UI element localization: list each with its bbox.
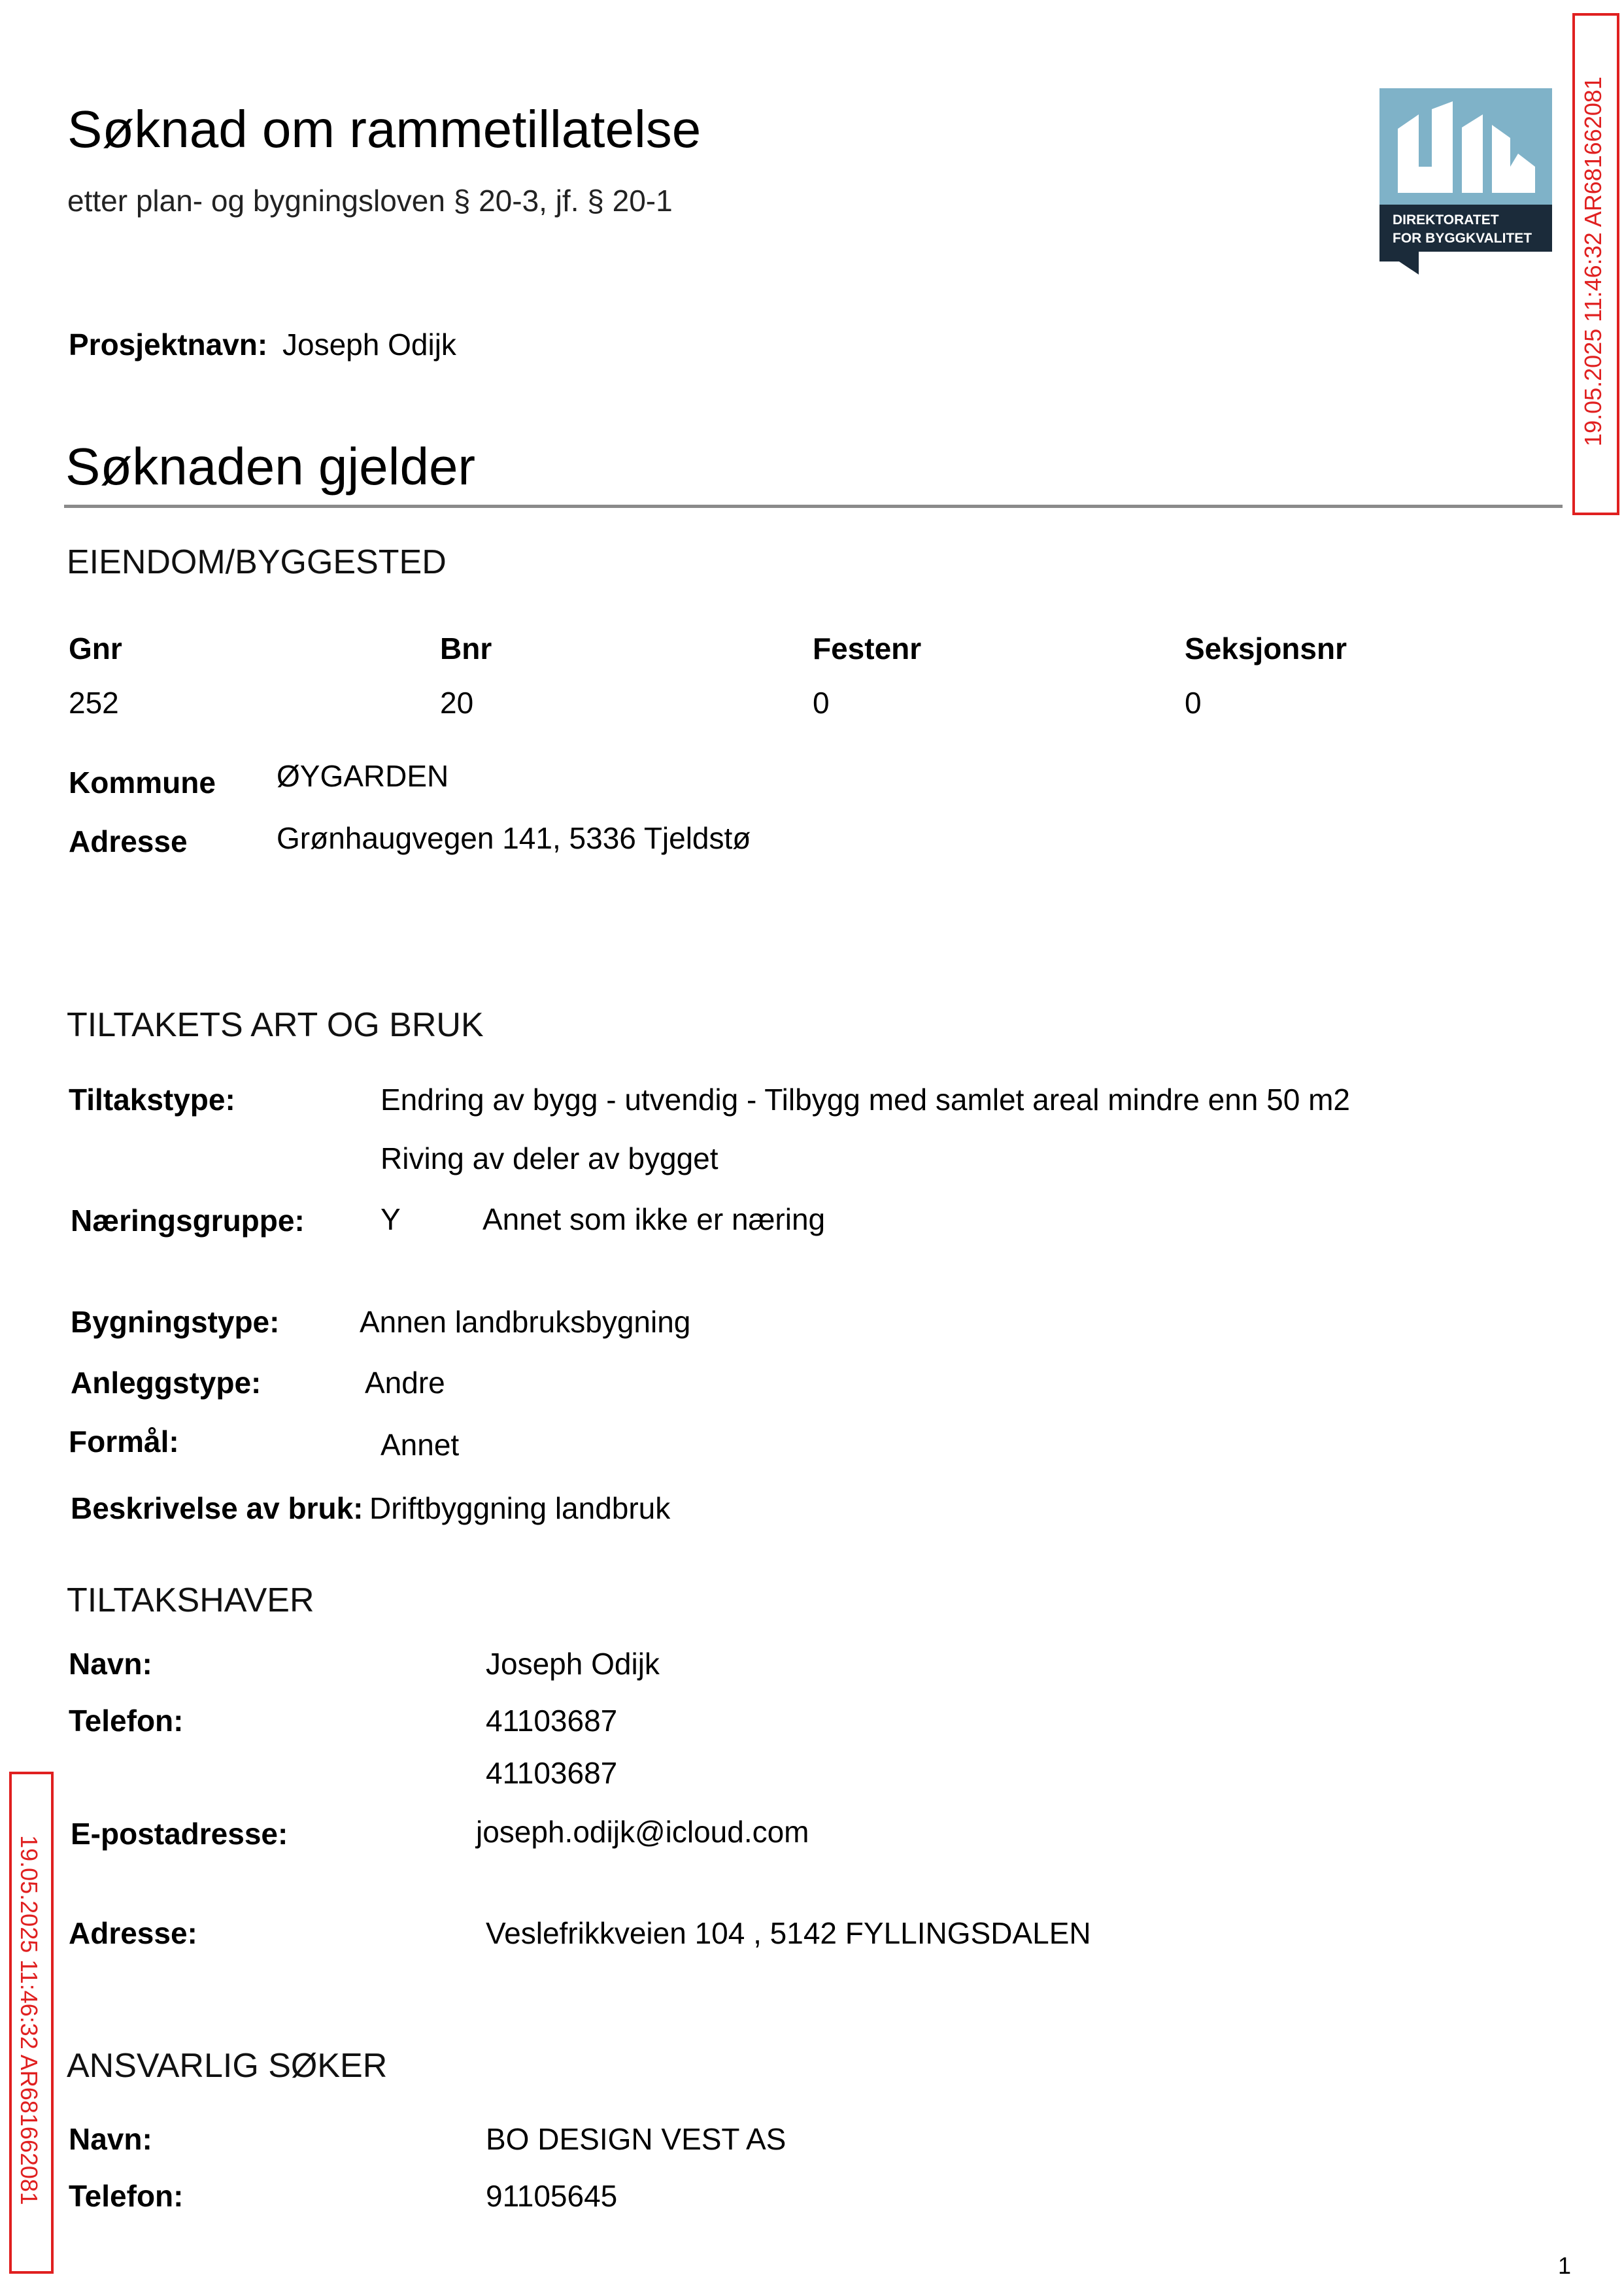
tiltakshaver-epost-label: E-postadresse: bbox=[71, 1817, 288, 1851]
document-title: Søknad om rammetillatelse bbox=[67, 100, 702, 158]
tiltakshaver-telefon-value-1: 41103687 bbox=[486, 1704, 618, 1738]
tiltakshaver-telefon-label: Telefon: bbox=[69, 1704, 184, 1738]
adresse-value: Grønhaugvegen 141, 5336 Tjeldstø bbox=[277, 821, 751, 855]
section-title: Søknaden gjelder bbox=[65, 437, 476, 496]
tiltakstype-label: Tiltakstype: bbox=[69, 1083, 235, 1117]
project-name-label: Prosjektnavn: bbox=[69, 328, 268, 362]
seksjonsnr-label: Seksjonsnr bbox=[1185, 632, 1347, 666]
bygningstype-value: Annen landbruksbygning bbox=[360, 1305, 691, 1339]
bnr-value: 20 bbox=[440, 686, 474, 720]
festenr-label: Festenr bbox=[813, 632, 922, 666]
logo-text-line2: FOR BYGGKVALITET bbox=[1393, 231, 1532, 246]
ansvarlig-navn-value: BO DESIGN VEST AS bbox=[486, 2122, 787, 2156]
naeringsgruppe-label: Næringsgruppe: bbox=[71, 1204, 305, 1238]
festenr-value: 0 bbox=[813, 686, 830, 720]
adresse-label: Adresse bbox=[69, 824, 188, 858]
tiltakshaver-telefon-value-2: 41103687 bbox=[486, 1756, 618, 1790]
eiendom-heading: EIENDOM/BYGGESTED bbox=[67, 543, 447, 581]
tiltakshaver-navn-label: Navn: bbox=[69, 1647, 152, 1681]
dibk-logo bbox=[1379, 88, 1552, 275]
page-number: 1 bbox=[1558, 2252, 1572, 2279]
ansvarlig-telefon-value: 91105645 bbox=[486, 2179, 618, 2213]
kommune-label: Kommune bbox=[69, 766, 216, 800]
tiltakshaver-adresse-value: Veslefrikkveien 104 , 5142 FYLLINGSDALEN bbox=[486, 1916, 1091, 1950]
naeringsgruppe-code: Y bbox=[381, 1202, 401, 1236]
tiltakshaver-heading: TILTAKSHAVER bbox=[67, 1581, 314, 1619]
tiltakshaver-navn-value: Joseph Odijk bbox=[486, 1647, 660, 1681]
beskrivelse-value: Driftbyggning landbruk bbox=[369, 1491, 671, 1525]
anleggstype-label: Anleggstype: bbox=[71, 1366, 262, 1400]
formal-value: Annet bbox=[381, 1428, 460, 1462]
project-name-value: Joseph Odijk bbox=[282, 328, 456, 362]
seksjonsnr-value: 0 bbox=[1185, 686, 1202, 720]
gnr-value: 252 bbox=[69, 686, 119, 720]
tiltakstype-value-2: Riving av deler av bygget bbox=[381, 1141, 719, 1175]
beskrivelse-label: Beskrivelse av bruk: bbox=[71, 1491, 364, 1525]
bnr-label: Bnr bbox=[440, 632, 492, 666]
ansvarlig-navn-label: Navn: bbox=[69, 2122, 152, 2156]
tiltakstype-value-1: Endring av bygg - utvendig - Tilbygg med samlet areal mindre enn 50 m2 bbox=[381, 1083, 1351, 1117]
tiltakshaver-adresse-label: Adresse: bbox=[69, 1916, 197, 1950]
stamp-text-top-right: 19.05.2025 11:46:32 AR681662081 bbox=[1580, 76, 1606, 447]
formal-label: Formål: bbox=[69, 1425, 179, 1459]
anleggstype-value: Andre bbox=[365, 1366, 445, 1400]
section-divider bbox=[64, 505, 1563, 508]
ansvarlig-telefon-label: Telefon: bbox=[69, 2179, 184, 2213]
naeringsgruppe-value: Annet som ikke er næring bbox=[482, 1202, 826, 1236]
logo-text-line1: DIREKTORATET bbox=[1393, 212, 1499, 228]
kommune-value: ØYGARDEN bbox=[277, 759, 449, 793]
bygningstype-label: Bygningstype: bbox=[71, 1305, 280, 1339]
tiltakshaver-epost-value: joseph.odijk@icloud.com bbox=[476, 1815, 809, 1849]
ansvarlig-heading: ANSVARLIG SØKER bbox=[67, 2047, 388, 2085]
tiltak-heading: TILTAKETS ART OG BRUK bbox=[67, 1006, 484, 1044]
gnr-label: Gnr bbox=[69, 632, 122, 666]
stamp-text-left: 19.05.2025 11:46:32 AR681662081 bbox=[16, 1835, 42, 2205]
document-subtitle: etter plan- og bygningsloven § 20-3, jf. § 20-1 bbox=[67, 184, 673, 218]
